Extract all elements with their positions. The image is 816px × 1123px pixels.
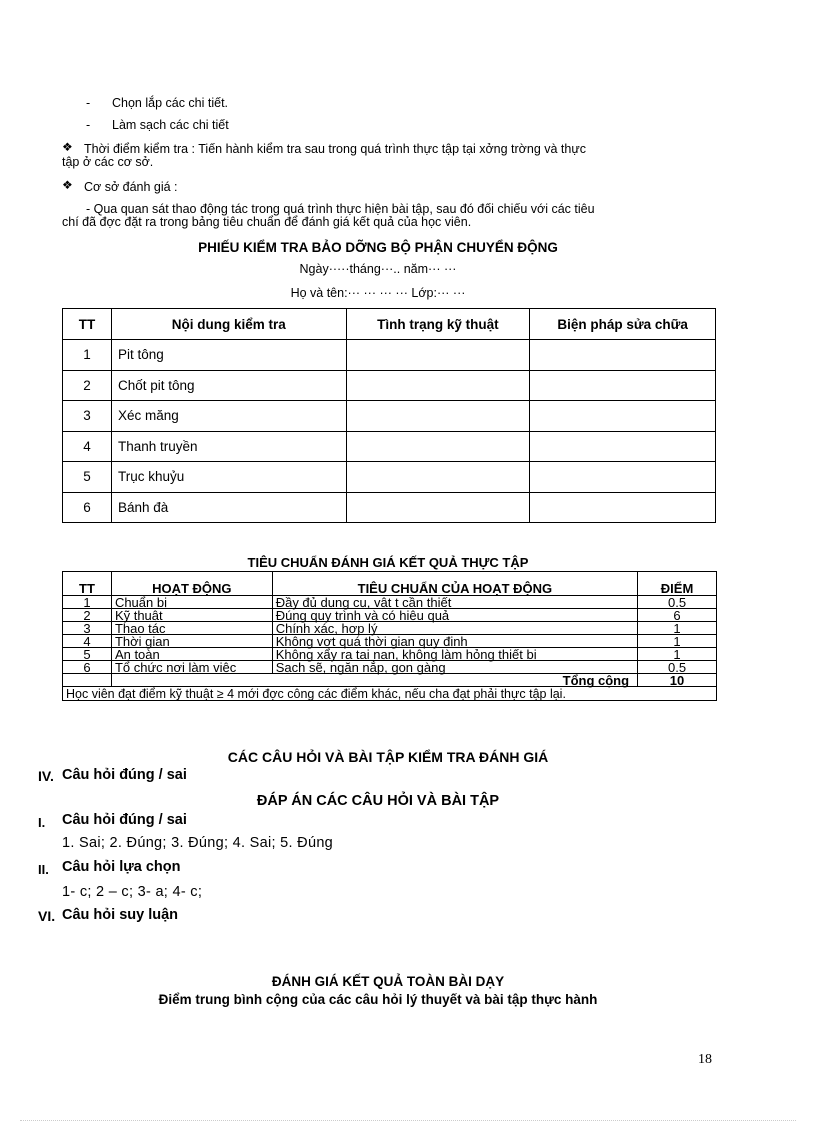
answer-text: 1- c; 2 – c; 3- a; 4- c; (62, 884, 203, 900)
row-condition-cell[interactable] (346, 431, 530, 462)
table-row (63, 370, 716, 401)
bullet-item: Chọn lắp các chi tiết. (112, 96, 229, 110)
row-condition-cell[interactable] (346, 492, 530, 523)
total-empty-cell (63, 674, 112, 687)
answer-section-label: Câu hỏi suy luận (62, 907, 179, 923)
bullet-item: Làm sạch các chi tiết (112, 118, 229, 132)
table-row (63, 609, 717, 622)
row-tt: 2 (63, 370, 112, 401)
roman-numeral: II. (38, 862, 49, 877)
table-row (63, 492, 716, 523)
row-score: 0.5 (638, 661, 717, 674)
header-standard: TIÊU CHUẨN CỦA HOẠT ĐỘNG (272, 572, 637, 596)
row-repair-cell[interactable] (530, 340, 716, 371)
criteria-header-row (63, 572, 717, 596)
name-line: Họ và tên:··· ··· ··· ··· Lớp:··· ··· (290, 286, 466, 300)
inspection-table (62, 308, 716, 523)
row-score: 0.5 (638, 596, 717, 609)
evaluation-subtitle: Điểm trung bình cộng của các câu hỏi lý thuyết và bài tập thực hành (158, 992, 598, 1007)
row-standard: Đúng quy trình và có hiệu quả (272, 609, 637, 622)
basis-line-1: - Qua quan sát thao động tác trong quá trình thực hiện bài tập, sau đó đối chiếu với các tiêu (86, 202, 595, 216)
row-tt: 5 (63, 648, 112, 661)
row-activity: Thao tác (111, 622, 272, 635)
page-number: 18 (698, 1052, 712, 1067)
row-tt: 2 (63, 609, 112, 622)
row-content: Pit tông (111, 340, 346, 371)
basis-line-2: chí đã đợc đặt ra trong bảng tiêu chuẩn để đánh giá kết quả của học viên. (62, 215, 472, 229)
form-title: PHIẾU KIỂM TRA BẢO DỠNG BỘ PHẬN CHUYỂN ĐỘNG (198, 240, 558, 255)
answer-section-label: Câu hỏi lựa chọn (62, 859, 181, 875)
row-standard: Sạch sẽ, ngăn nắp, gọn gàng (272, 661, 637, 674)
row-repair-cell[interactable] (530, 370, 716, 401)
row-condition-cell[interactable] (346, 462, 530, 493)
roman-numeral: I. (38, 815, 46, 830)
row-condition-cell[interactable] (346, 370, 530, 401)
table-row (63, 596, 717, 609)
table-row (63, 661, 717, 674)
row-activity: Thời gian (111, 635, 272, 648)
row-standard: Chính xác, hợp lý (272, 622, 637, 635)
basis-label: Cơ sở đánh giá : (84, 180, 178, 194)
row-content: Chốt pit tông (111, 370, 346, 401)
row-condition-cell[interactable] (346, 340, 530, 371)
row-content: Xéc măng (111, 401, 346, 432)
table-row (63, 340, 716, 371)
row-repair-cell[interactable] (530, 492, 716, 523)
table-row (63, 431, 716, 462)
answer-section-label: Câu hỏi đúng / sai (62, 812, 187, 828)
row-tt: 3 (63, 401, 112, 432)
diamond-bullet-icon: ❖ (62, 140, 73, 154)
header-repair: Biện pháp sửa chữa (530, 309, 716, 340)
row-tt: 1 (63, 340, 112, 371)
row-repair-cell[interactable] (530, 462, 716, 493)
table-row (63, 401, 716, 432)
row-content: Bánh đà (111, 492, 346, 523)
header-tt: TT (63, 309, 112, 340)
header-tt: TT (63, 572, 112, 596)
time-line-2: tập ở các cơ sở. (62, 155, 154, 169)
row-score: 6 (638, 609, 717, 622)
row-activity: Tổ chức nơi làm việc (111, 661, 272, 674)
note-row (63, 687, 717, 701)
criteria-title: TIÊU CHUẨN ĐÁNH GIÁ KẾT QUẢ THỰC TẬP (247, 555, 529, 570)
total-value: 10 (638, 674, 717, 687)
row-tt: 5 (63, 462, 112, 493)
table-row (63, 622, 717, 635)
dash-marker: - (86, 118, 91, 132)
header-activity: HOẠT ĐỘNG (111, 572, 272, 596)
questions-title: CÁC CÂU HỎI VÀ BÀI TẬP KIỂM TRA ĐÁNH GIÁ (227, 749, 549, 765)
evaluation-title: ĐÁNH GIÁ KẾT QUẢ TOÀN BÀI DẠY (271, 974, 505, 989)
row-content: Trục khuỷu (111, 462, 346, 493)
row-tt: 6 (63, 661, 112, 674)
row-activity: Kỹ thuật (111, 609, 272, 622)
diamond-bullet-icon: ❖ (62, 178, 73, 192)
row-tt: 4 (63, 431, 112, 462)
row-score: 1 (638, 648, 717, 661)
roman-numeral: IV. (38, 768, 54, 784)
answers-title: ĐÁP ÁN CÁC CÂU HỎI VÀ BÀI TẬP (256, 793, 500, 809)
row-standard: Không vợt quá thời gian quy định (272, 635, 637, 648)
row-activity: Chuẩn bị (111, 596, 272, 609)
header-condition: Tình trạng kỹ thuật (346, 309, 530, 340)
table-row (63, 648, 717, 661)
table-header-row (63, 309, 716, 340)
row-tt: 4 (63, 635, 112, 648)
answer-text: 1. Sai; 2. Đúng; 3. Đúng; 4. Sai; 5. Đúng (62, 835, 334, 851)
row-repair-cell[interactable] (530, 431, 716, 462)
dash-marker: - (86, 96, 91, 110)
roman-numeral: VI. (38, 908, 56, 924)
row-score: 1 (638, 635, 717, 648)
row-tt: 3 (63, 622, 112, 635)
row-standard: Không xẩy ra tai nạn, không làm hỏng thiết bị (272, 648, 637, 661)
question-section-label: Câu hỏi đúng / sai (62, 767, 187, 783)
footer-divider (20, 1120, 796, 1121)
row-content: Thanh truyền (111, 431, 346, 462)
total-label: Tổng cộng (111, 674, 637, 687)
row-condition-cell[interactable] (346, 401, 530, 432)
table-row (63, 635, 717, 648)
date-line: Ngày·····tháng···.. năm··· ··· (299, 262, 457, 276)
total-row (63, 674, 717, 687)
table-row (63, 462, 716, 493)
header-score: ĐIỂM (638, 572, 717, 596)
criteria-note: Học viên đạt điểm kỹ thuật ≥ 4 mới đợc công các điểm khác, nếu cha đạt phải thực tập lại. (63, 687, 717, 701)
row-activity: An toàn (111, 648, 272, 661)
criteria-table (62, 571, 717, 701)
header-content: Nội dung kiểm tra (111, 309, 346, 340)
time-line-1: Thời điểm kiểm tra : Tiến hành kiểm tra sau trong quá trình thực tập tại xởng trờng và thực (84, 142, 586, 156)
row-repair-cell[interactable] (530, 401, 716, 432)
row-score: 1 (638, 622, 717, 635)
row-tt: 1 (63, 596, 112, 609)
row-tt: 6 (63, 492, 112, 523)
row-standard: Đầy đủ dụng cụ, vật t cần thiết (272, 596, 637, 609)
